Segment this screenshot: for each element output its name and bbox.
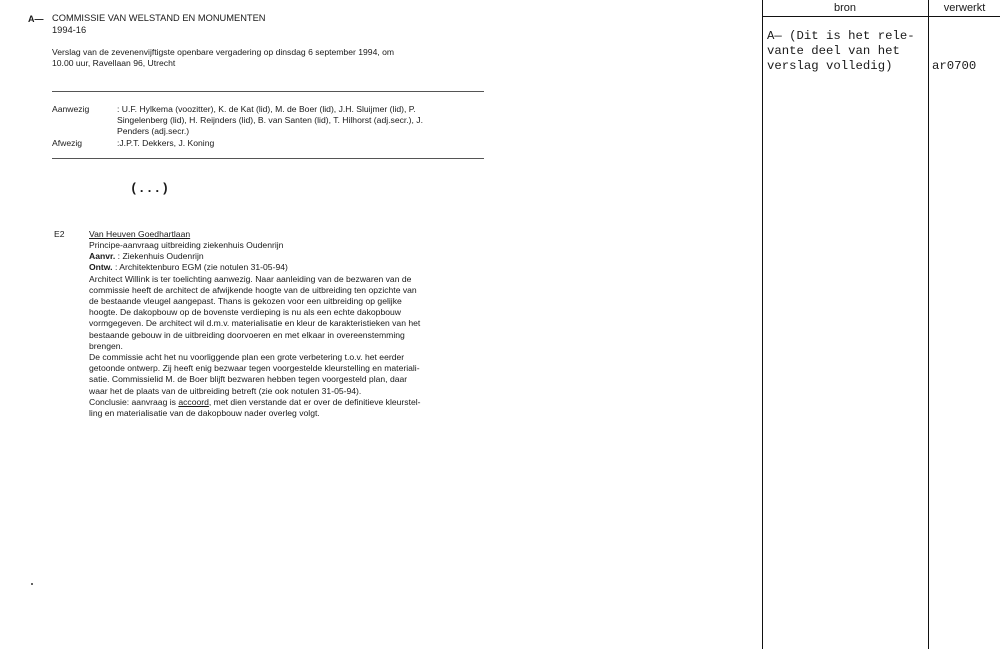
conclusion-keyword: accoord <box>178 396 209 407</box>
conclusion-suffix: , met dien verstande dat er over de definitieve kleurstel- <box>208 396 421 407</box>
body-line: de bestaande vleugel aangepast. Thans is gekozen voor een uitbreiding op gelijke <box>89 296 402 307</box>
section-marker: A— <box>28 14 44 24</box>
column-header-verwerkt: verwerkt <box>943 2 986 14</box>
item-body <box>89 240 421 419</box>
scan-speck <box>31 583 33 585</box>
conclusion-prefix: Conclusie: aanvraag is <box>89 396 179 407</box>
year-code: 1994-16 <box>52 25 87 35</box>
absent-value: :J.P.T. Dekkers, J. Koning <box>117 138 215 148</box>
body-line: vormgegeven. De architect wil d.m.v. materialisatie en kleur de karakteristieken van het <box>89 318 421 329</box>
body-line: commissie heeft de architect de afwijkende hoogte van de uitbreiding ten opzichte van <box>89 284 417 295</box>
body-line: hoogte. De dakopbouw op de bovenste verdieping is nu als een echte dakopbouw <box>89 307 401 318</box>
conclusion-line <box>89 397 421 408</box>
body-line: De commissie acht het nu voorliggende plan een grote verbetering t.o.v. het eerder <box>89 352 405 363</box>
annotation-panel <box>762 0 1000 649</box>
item-title: Van Heuven Goedhartlaan <box>89 229 191 239</box>
omission-ellipsis: (...) <box>130 181 170 196</box>
applicant-row <box>89 251 421 262</box>
bron-line: A— (Dit is het rele- <box>767 29 915 43</box>
bottom-divider <box>52 158 484 159</box>
present-line: : U.F. Hylkema (voozitter), K. de Kat (lid), M. de Boer (lid), J.H. Sluijmer (lid), P. <box>117 104 416 114</box>
designer-value: : Architektenburo EGM (zie notulen 31-05-94) <box>114 262 288 273</box>
bron-line: verslag volledig) <box>767 58 893 73</box>
body-line: bestaande gebouw in de uitbreiding doorvoeren en met elkaar in overeenstemming <box>89 329 405 340</box>
designer-label: Ontw. <box>89 262 113 273</box>
top-divider <box>52 91 484 92</box>
applicant-label: Aanvr. <box>89 251 116 262</box>
present-list <box>117 104 423 138</box>
applicant-value: : Ziekenhuis Oudenrijn <box>117 251 204 262</box>
body-line: getoonde ontwerp. Zij heeft enig bezwaar tegen voorgestelde kleurstelling en materiali- <box>89 363 420 374</box>
present-label: Aanwezig <box>52 104 90 114</box>
present-line: Singelenberg (lid), H. Reijnders (lid), B. van Santen (lid), T. Hilhorst (adj.secr.), J. <box>117 115 423 126</box>
body-line: Architect Willink is ter toelichting aanwezig. Naar aanleiding van de bezwaren van de <box>89 273 412 284</box>
bron-note <box>767 29 915 73</box>
verwerkt-code: ar0700 <box>932 59 977 73</box>
present-line: Penders (adj.secr.) <box>117 126 190 137</box>
absent-label: Afwezig <box>52 138 83 148</box>
item-code: E2 <box>54 229 65 239</box>
org-title: COMMISSIE VAN WELSTAND EN MONUMENTEN <box>52 13 266 23</box>
designer-row <box>89 262 421 273</box>
conclusion-line-2: ling en materialisatie van de dakopbouw nader overleg volgt. <box>89 408 320 419</box>
column-header-bron: bron <box>833 2 857 14</box>
body-line: satie. Commissielid M. de Boer blijft bezwaren hebben tegen voorgesteld plan, daar <box>89 374 408 385</box>
body-line: brengen. <box>89 340 123 351</box>
report-line-1: Verslag van de zevenenvijftigste openbare vergadering op dinsdag 6 september 1994, om <box>52 47 395 57</box>
bron-line: vante deel van het <box>767 43 900 58</box>
body-line: waar het de plaats van de uitbreiding betreft (zie ook notulen 31-05-94). <box>89 385 362 396</box>
report-line-2: 10.00 uur, Ravellaan 96, Utrecht <box>52 58 176 68</box>
item-subtitle: Principe-aanvraag uitbreiding ziekenhuis Oudenrijn <box>89 240 284 250</box>
